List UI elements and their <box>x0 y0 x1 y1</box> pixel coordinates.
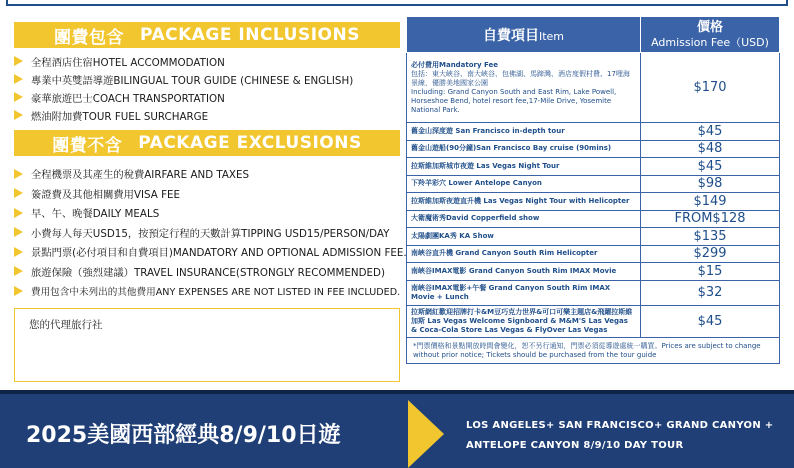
arrow-bullet-icon <box>14 169 23 179</box>
mandatory-fee-detail-en: Including: Grand Canyon South and East Rim, Lake Powell, Horseshoe Bend, hotel resort fee,17-Mile Drive, Yosemite National Park. <box>411 87 617 114</box>
exclusion-item-text: 景點門票(必付項目和自費項目)MANDATORY AND OPTIONAL ADMISSION FEE. <box>31 247 407 260</box>
fee-price-cell: $45 <box>641 123 780 141</box>
inclusions-title-cn: 團費包含 <box>54 27 125 48</box>
exclusion-item-text: 早、午、晚餐DAILY MEALS <box>31 208 160 221</box>
fee-price-cell: $32 <box>641 280 780 305</box>
mandatory-fee-title: 必付費用Mandatory Fee <box>411 60 499 69</box>
fee-price-cell: $48 <box>641 140 780 158</box>
fee-price-cell: FROM$128 <box>641 210 780 228</box>
exclusions-banner <box>14 130 400 156</box>
exclusion-item <box>14 164 400 184</box>
fee-item-cell: 舊金山遊船(90分鐘)San Francisco Bay cruise (90mins) <box>407 140 641 158</box>
fee-item-cell: 拉斯網紅歡迎招牌打卡&M豆巧克力世界&可口可樂主題店&飛躍拉斯維加斯 Las Vegas Welcome Signboard & M&M'S Las Vegas & Coca-Cola Store Las Vegas & FlyOver Las Vegas <box>407 305 641 337</box>
exclusion-item <box>14 262 400 282</box>
fee-price-cell: $98 <box>641 175 780 193</box>
fee-price-cell: $15 <box>641 263 780 281</box>
tour-subtitle: LOS ANGELES+ SAN FRANCISCO+ GRAND CANYON + ANTELOPE CANYON 8/9/10 DAY TOUR <box>466 420 774 451</box>
exclusions-title-cn: 團費不含 <box>52 135 123 156</box>
fee-item-cell: 南峽谷IMAX電影 Grand Canyon South Rim IMAX Movie <box>407 263 641 281</box>
fee-item-cell: 拉斯維加斯城市夜遊 Las Vegas Night Tour <box>407 158 641 176</box>
inclusion-item-text: 專業中英雙語導遊BILINGUAL TOUR GUIDE (CHINESE & ENGLISH) <box>31 74 354 87</box>
mandatory-fee-price: $170 <box>641 53 780 123</box>
top-frame <box>6 0 788 6</box>
fee-item-cell: 大衛魔術秀David Copperfield show <box>407 210 641 228</box>
exclusion-item <box>14 203 400 223</box>
footer-banner <box>0 394 794 468</box>
agent-label: 您的代理旅行社 <box>29 319 103 331</box>
table-row <box>407 280 780 305</box>
exclusion-item <box>14 184 400 204</box>
table-row <box>407 305 780 337</box>
exclusion-item-text: 費用包含中未列出的其他費用ANY EXPENSES ARE NOT LISTED IN FEE INCLUDED. <box>31 286 401 298</box>
optional-fees-table <box>406 16 780 338</box>
table-row-mandatory <box>407 53 780 123</box>
fee-item-cell: 南峽谷IMAX電影+午餐 Grand Canyon South Rim IMAX Movie + Lunch <box>407 280 641 305</box>
package-info-column <box>14 22 407 301</box>
arrow-bullet-icon <box>14 266 23 276</box>
exclusion-item <box>14 223 400 243</box>
travel-agent-box <box>14 308 400 382</box>
exclusions-list <box>14 164 407 301</box>
fee-price-cell: $45 <box>641 158 780 176</box>
fee-price-cell: $135 <box>641 228 780 246</box>
fee-item-cell: 舊金山深度遊 San Francisco in-depth tour <box>407 123 641 141</box>
arrow-bullet-icon <box>14 286 23 296</box>
fee-item-cell: 拉斯維加斯夜遊直升機 Las Vegas Night Tour with Helicopter <box>407 193 641 211</box>
table-header-row <box>407 17 780 53</box>
table-row <box>407 175 780 193</box>
exclusions-title-en: PACKAGE EXCLUSIONS <box>138 133 362 153</box>
inclusion-item-text: 燃油附加費TOUR FUEL SURCHARGE <box>31 110 209 123</box>
fee-item-cell: 下羚羊彩穴 Lower Antelope Canyon <box>407 175 641 193</box>
table-row <box>407 210 780 228</box>
arrow-bullet-icon <box>14 92 23 102</box>
inclusions-list <box>14 52 400 124</box>
arrow-bullet-icon <box>14 110 23 120</box>
arrow-bullet-icon <box>14 188 23 198</box>
inclusion-item <box>14 88 400 106</box>
mandatory-fee-detail-cn: 包括：東大峽谷、南大峽谷、包佛湖、馬蹄灣、酒店度假村費、17哩海景線，優勝美地國家公園 <box>411 69 630 87</box>
arrow-bullet-icon <box>14 247 23 257</box>
fee-item-cell: 太陽劇團KA秀 KA Show <box>407 228 641 246</box>
table-row <box>407 228 780 246</box>
exclusion-item-text: 小費每人每天USD15，按預定行程的天數計算TIPPING USD15/PERSON/DAY <box>31 227 390 240</box>
tour-title: 2025美國西部經典8/9/10日遊 <box>26 423 341 448</box>
item-header-cn: 自費項目 <box>482 27 539 44</box>
table-row <box>407 193 780 211</box>
table-row <box>407 158 780 176</box>
arrow-bullet-icon <box>14 56 23 66</box>
arrow-bullet-icon <box>14 74 23 84</box>
inclusions-banner <box>14 22 400 48</box>
fee-price-cell: $45 <box>641 305 780 337</box>
chevron-arrow-icon <box>408 400 444 468</box>
item-column-header <box>407 17 641 53</box>
exclusion-item <box>14 281 400 301</box>
inclusion-item-text: 豪華旅遊巴士COACH TRANSPORTATION <box>31 92 225 105</box>
table-row <box>407 245 780 263</box>
fee-item-cell: 南峽谷直升機 Grand Canyon South Rim Helicopter <box>407 245 641 263</box>
optional-fees-table-wrap <box>406 16 780 364</box>
price-column-header <box>641 17 780 53</box>
inclusion-item <box>14 106 400 124</box>
table-row <box>407 263 780 281</box>
fee-price-cell: $299 <box>641 245 780 263</box>
exclusion-item-text: 全程機票及其產生的稅費AIRFARE AND TAXES <box>31 169 250 182</box>
item-header-en: Item <box>538 29 565 43</box>
price-header-en: Admission Fee（USD) <box>651 35 769 49</box>
exclusion-item <box>14 242 407 262</box>
exclusion-item-text: 旅遊保險（強烈建議）TRAVEL INSURANCE(STRONGLY RECOMMENDED) <box>31 266 385 279</box>
fees-table-body <box>407 53 780 338</box>
price-disclaimer-note: *門票價格和景點開放時間會變化，恕不另行通知，門票必須從導遊處統一購買。Prices are subject to change without prior notice; Tickets should be purchased from the tour guide <box>406 338 780 364</box>
mandatory-fee-cell <box>407 53 641 123</box>
table-row <box>407 123 780 141</box>
inclusion-item <box>14 70 400 88</box>
table-row <box>407 140 780 158</box>
arrow-bullet-icon <box>14 208 23 218</box>
price-header-cn: 價格 <box>696 19 723 35</box>
fee-price-cell: $149 <box>641 193 780 211</box>
exclusion-item-text: 簽證費及其他相關費用VISA FEE <box>31 188 181 201</box>
inclusion-item-text: 全程酒店住宿HOTEL ACCOMMODATION <box>31 56 225 69</box>
inclusion-item <box>14 52 400 70</box>
arrow-bullet-icon <box>14 227 23 237</box>
inclusions-title-en: PACKAGE INCLUSIONS <box>140 25 360 45</box>
